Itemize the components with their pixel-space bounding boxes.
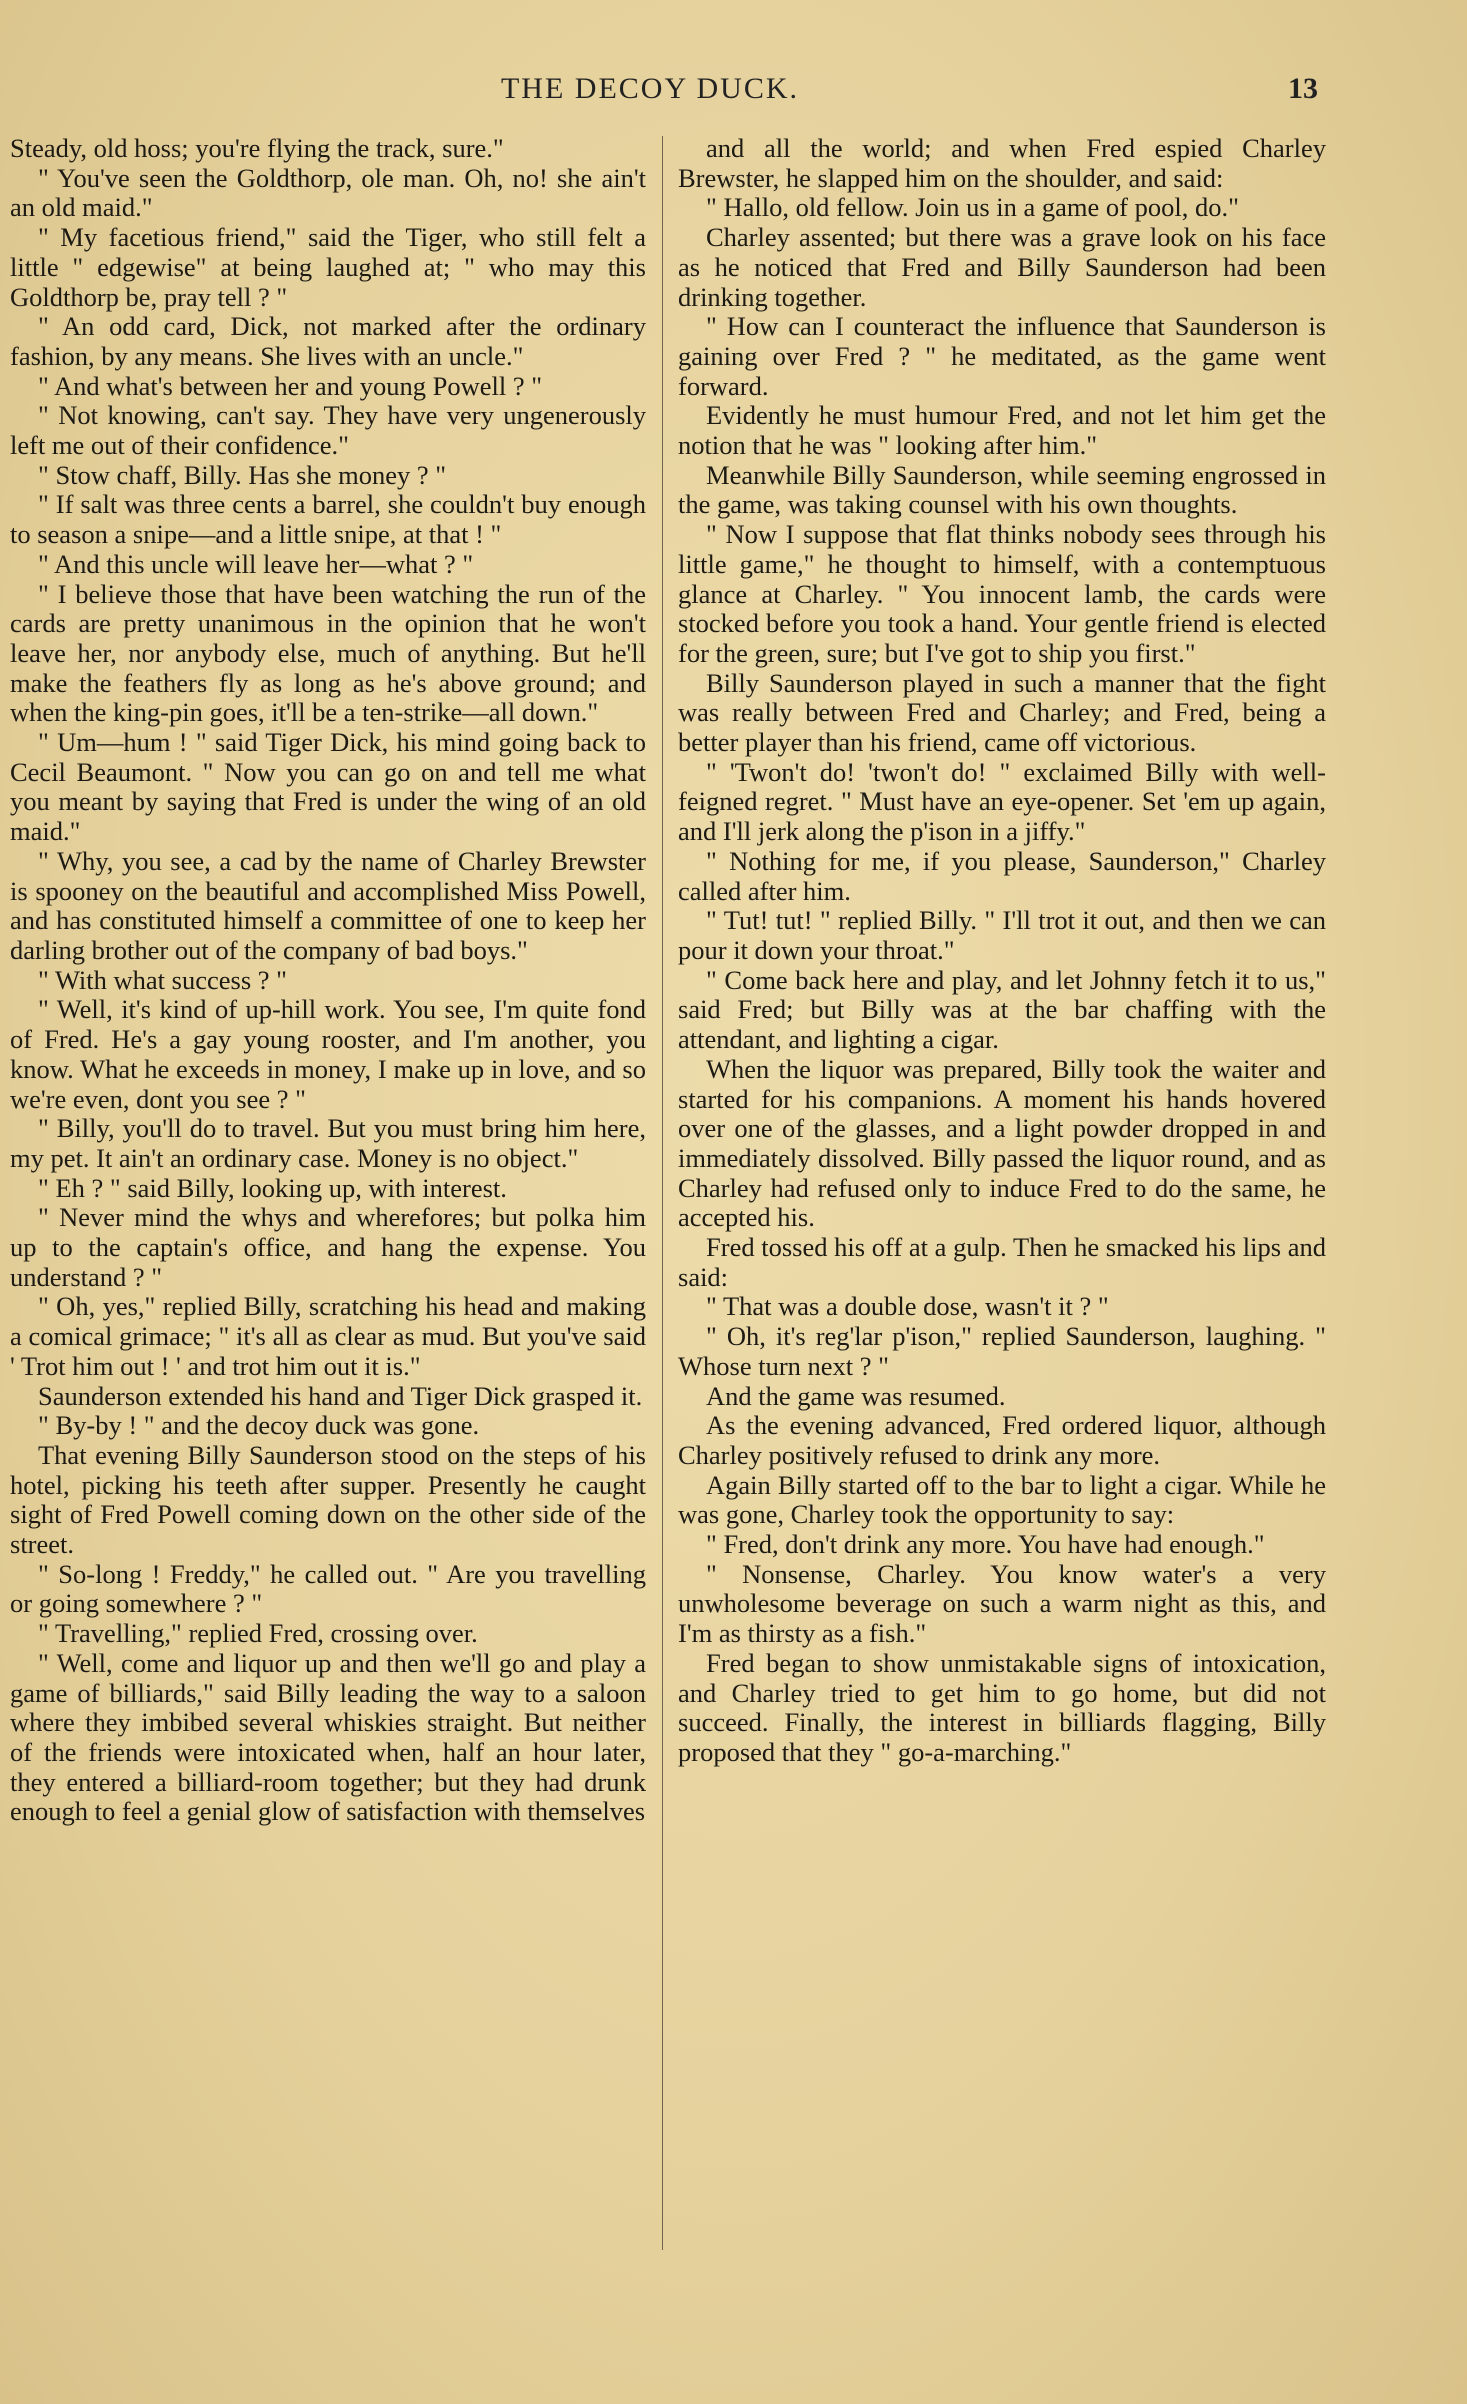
paragraph: " How can I counteract the influence that Saunderson is gaining over Fred ? " he meditated, as the game went forward. <box>678 311 1326 401</box>
paragraph: " Hallo, old fellow. Join us in a game of pool, do." <box>706 192 1239 223</box>
paragraph: Steady, old hoss; you're flying the track, sure." <box>10 133 504 163</box>
paragraph: " Nothing for me, if you please, Saunderson," Charley called after him. <box>678 845 1326 906</box>
paragraph: " An odd card, Dick, not marked after the ordinary fashion, by any means. She lives with an uncle." <box>10 311 646 371</box>
paragraph: And the game was resumed. <box>706 1380 1006 1411</box>
paragraph: and all the world; and when Fred espied Charley Brewster, he slapped him on the shoulder, and said: <box>678 133 1326 193</box>
paragraph: " Come back here and play, and let Johnny fetch it to us," said Fred; but Billy was at the bar chaffing with the attendant, and lighting a cigar. <box>678 964 1326 1055</box>
paragraph: As the evening advanced, Fred ordered liquor, although Charley positively refused to drink any more. <box>678 1410 1326 1470</box>
paragraph: " Eh ? " said Billy, looking up, with interest. <box>38 1172 507 1203</box>
paragraph: That evening Billy Saunderson stood on the steps of his hotel, picking his teeth after supper. Presently he caught sight of Fred Powell coming down on the other side of the street. <box>10 1439 646 1560</box>
paragraph: " Fred, don't drink any more. You have had enough." <box>706 1529 1265 1560</box>
paragraph: " Stow chaff, Billy. Has she money ? " <box>38 459 447 490</box>
page-header <box>0 72 1467 112</box>
paragraph: " If salt was three cents a barrel, she couldn't buy enough to season a snipe—and a little snipe, at that ! " <box>10 489 646 550</box>
text-column-left <box>10 134 646 1827</box>
paragraph: " Nonsense, Charley. You know water's a very unwholesome beverage on such a warm night as this, and I'm as thirsty as a fish." <box>678 1558 1326 1649</box>
paragraph: " Um—hum ! " said Tiger Dick, his mind going back to Cecil Beaumont. " Now you can go on and tell me what you meant by saying that Fred is under the wing of an old maid." <box>10 727 646 847</box>
paragraph: " Travelling," replied Fred, crossing over. <box>38 1618 478 1649</box>
column-divider <box>662 136 663 2250</box>
paragraph: " Now I suppose that flat thinks nobody sees through his little game," he thought to himself, with a contemptuous glance at Charley. " You innocent lamb, the cards were stocked before you took a hand. Your gentle friend is elected for the green, sure; but I've got to ship you first." <box>678 519 1326 668</box>
running-title: THE DECOY DUCK. <box>500 72 800 105</box>
paragraph: " That was a double dose, wasn't it ? " <box>706 1291 1109 1322</box>
paragraph: " 'Twon't do! 'twon't do! " exclaimed Billy with well-feigned regret. " Must have an eye-opener. Set 'em up again, and I'll jerk along the p'ison in a jiffy." <box>678 756 1326 847</box>
paragraph: " Well, it's kind of up-hill work. You see, I'm quite fond of Fred. He's a gay young rooster, and I'm another, you know. What he exceeds in money, I make up in love, and so we're even, dont you see ? " <box>10 994 646 1114</box>
paragraph: " And what's between her and young Powell ? " <box>38 370 543 401</box>
text-column-right <box>678 134 1326 1768</box>
paragraph: " My facetious friend," said the Tiger, who still felt a little " edgewise" at being laughed at; " who may this Goldthorp be, pray tell ? " <box>10 222 646 312</box>
paragraph: " Billy, you'll do to travel. But you must bring him here, my pet. It ain't an ordinary case. Money is no object." <box>10 1113 646 1173</box>
page-number: 13 <box>1288 72 1318 105</box>
paragraph: Fred tossed his off at a gulp. Then he smacked his lips and said: <box>678 1232 1326 1292</box>
paragraph: " With what success ? " <box>38 964 287 995</box>
paragraph: " By-by ! " and the decoy duck was gone. <box>38 1410 480 1441</box>
paragraph: " And this uncle will leave her—what ? " <box>38 548 474 579</box>
paragraph: " I believe those that have been watching the run of the cards are pretty unanimous in the opinion that he won't leave her, nor anybody else, much of anything. But he'll make the feathers fly as long as he's above ground; and when the king-pin goes, it'll be a ten-strike—all down." <box>10 578 646 728</box>
paragraph: Evidently he must humour Fred, and not let him get the notion that he was " looking after him." <box>678 400 1326 461</box>
paragraph: " Well, come and liquor up and then we'll go and play a game of billiards," said Billy leading the way to a saloon where they imbibed several whiskies straight. But neither of the friends were intoxicated when, half an hour later, they entered a billiard-room together; but they had drunk enough to feel a genial glow of satisfaction with themselves <box>10 1647 646 1827</box>
paragraph: " Oh, it's reg'lar p'ison," replied Saunderson, laughing. " Whose turn next ? " <box>678 1321 1326 1381</box>
paragraph: " Why, you see, a cad by the name of Charley Brewster is spooney on the beautiful and accomplished Miss Powell, and has constituted himself a committee of one to keep her darling brother out of the company of bad boys." <box>10 845 646 965</box>
paragraph: Meanwhile Billy Saunderson, while seeming engrossed in the game, was taking counsel with his own thoughts. <box>678 459 1326 520</box>
paragraph: Billy Saunderson played in such a manner that the fight was really between Fred and Charley; and Fred, being a better player than his friend, came off victorious. <box>678 667 1326 758</box>
paragraph: Again Billy started off to the bar to light a cigar. While he was gone, Charley took the opportunity to say: <box>678 1469 1326 1530</box>
paragraph: When the liquor was prepared, Billy took the waiter and started for his companions. A moment his hands hovered over one of the glasses, and a light powder dropped in and immediately dissolved. Billy passed the liquor round, and as Charley had refused only to induce Fred to do the same, he accepted his. <box>678 1053 1326 1233</box>
paragraph: " Oh, yes," replied Billy, scratching his head and making a comical grimace; " it's all as clear as mud. But you've said ' Trot him out ! ' and trot him out it is." <box>10 1291 646 1381</box>
paragraph: " So-long ! Freddy," he called out. " Are you travelling or going somewhere ? " <box>10 1558 646 1619</box>
paragraph: Fred began to show unmistakable signs of intoxication, and Charley tried to get him to go home, but did not succeed. Finally, the interest in billiards flagging, Billy proposed that they " go-a-marching." <box>678 1647 1326 1767</box>
paragraph: " Not knowing, can't say. They have very ungenerously left me out of their confidence." <box>10 400 646 461</box>
paragraph: Saunderson extended his hand and Tiger Dick grasped it. <box>38 1380 643 1411</box>
paragraph: " You've seen the Goldthorp, ole man. Oh, no! she ain't an old maid." <box>10 162 646 223</box>
paragraph: Charley assented; but there was a grave look on his face as he noticed that Fred and Billy Saunderson had been drinking together. <box>678 222 1326 312</box>
paragraph: " Never mind the whys and wherefores; but polka him up to the captain's office, and hang the expense. You understand ? " <box>10 1202 646 1292</box>
paragraph: " Tut! tut! " replied Billy. " I'll trot it out, and then we can pour it down your throat." <box>678 905 1326 965</box>
